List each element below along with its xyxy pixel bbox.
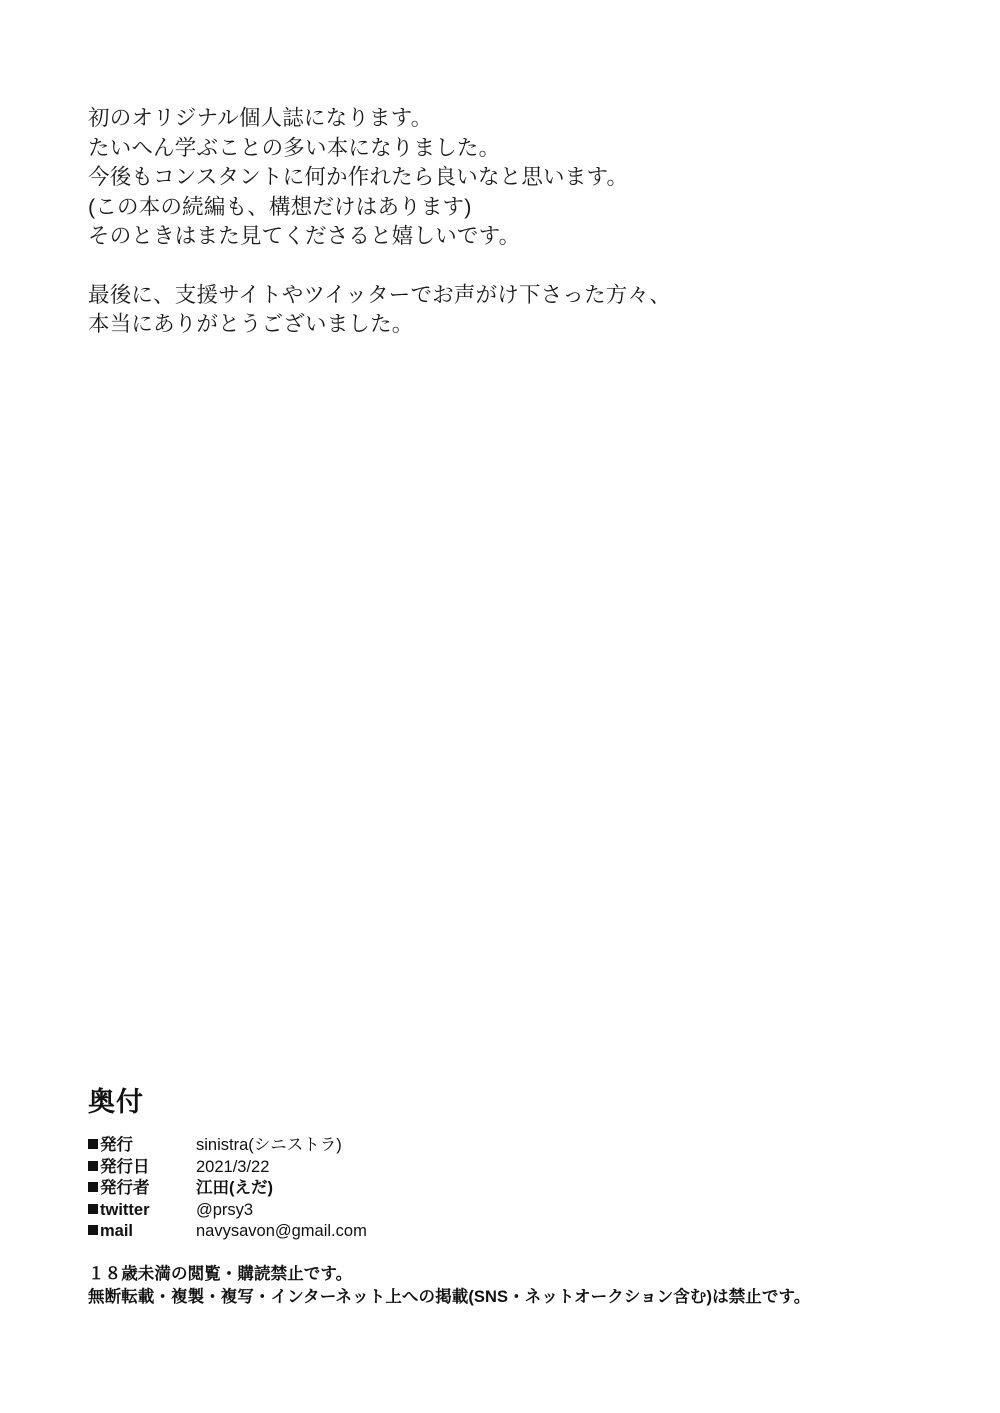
credit-value: 江田(えだ)	[196, 1179, 273, 1197]
list-item	[88, 1221, 928, 1243]
list-item	[88, 1157, 928, 1179]
credit-label	[88, 1200, 196, 1222]
afterword-text-block	[88, 104, 908, 340]
notice-block	[88, 1263, 928, 1309]
bullet-square-icon	[88, 1161, 98, 1171]
credit-label	[88, 1157, 196, 1179]
credit-label-text: 発行	[100, 1136, 133, 1154]
reproduction-prohibited-notice: 無断転載・複製・複写・インターネット上への掲載(SNS・ネットオークション含む)は禁止です。	[88, 1287, 811, 1306]
bullet-square-icon	[88, 1225, 98, 1235]
afterword-line: 今後もコンスタントに何か作れたら良いなと思います。	[88, 165, 629, 189]
afterword-line: (この本の続編も、構想だけはあります)	[88, 194, 472, 219]
age-restriction-notice: １８歳未満の閲覧・購読禁止です。	[88, 1264, 353, 1283]
credit-value: sinistra(シニストラ)	[196, 1136, 342, 1154]
credit-label-text: mail	[100, 1222, 134, 1240]
bullet-square-icon	[88, 1204, 98, 1214]
credit-value: 2021/3/22	[196, 1157, 270, 1176]
afterword-closing-line: 本当にありがとうございました。	[88, 312, 414, 336]
credit-label	[88, 1221, 196, 1243]
credit-list	[88, 1135, 928, 1243]
credit-label	[88, 1178, 196, 1200]
credit-value: @prsy3	[196, 1200, 254, 1219]
paragraph-spacer	[88, 252, 908, 281]
afterword-line: 初のオリジナル個人誌になります。	[88, 106, 433, 130]
colophon-title: 奥付	[88, 1087, 144, 1117]
list-item	[88, 1135, 928, 1157]
list-item	[88, 1200, 928, 1222]
list-item	[88, 1178, 928, 1200]
afterword-closing-line: 最後に、支援サイトやツイッターでお声がけ下さった方々、	[88, 282, 671, 307]
credit-label-text: 発行者	[100, 1179, 150, 1197]
bullet-square-icon	[88, 1139, 98, 1149]
credit-label-text: twitter	[100, 1200, 150, 1219]
afterword-line: そのときはまた見てくださると嬉しいです。	[88, 224, 521, 248]
credit-value: navysavon@gmail.com	[196, 1222, 367, 1240]
bullet-square-icon	[88, 1182, 98, 1192]
afterword-line: たいへん学ぶことの多い本になりました。	[88, 135, 501, 160]
colophon-block	[88, 1086, 928, 1309]
credit-label-text: 発行日	[100, 1157, 150, 1176]
credit-label	[88, 1135, 196, 1157]
